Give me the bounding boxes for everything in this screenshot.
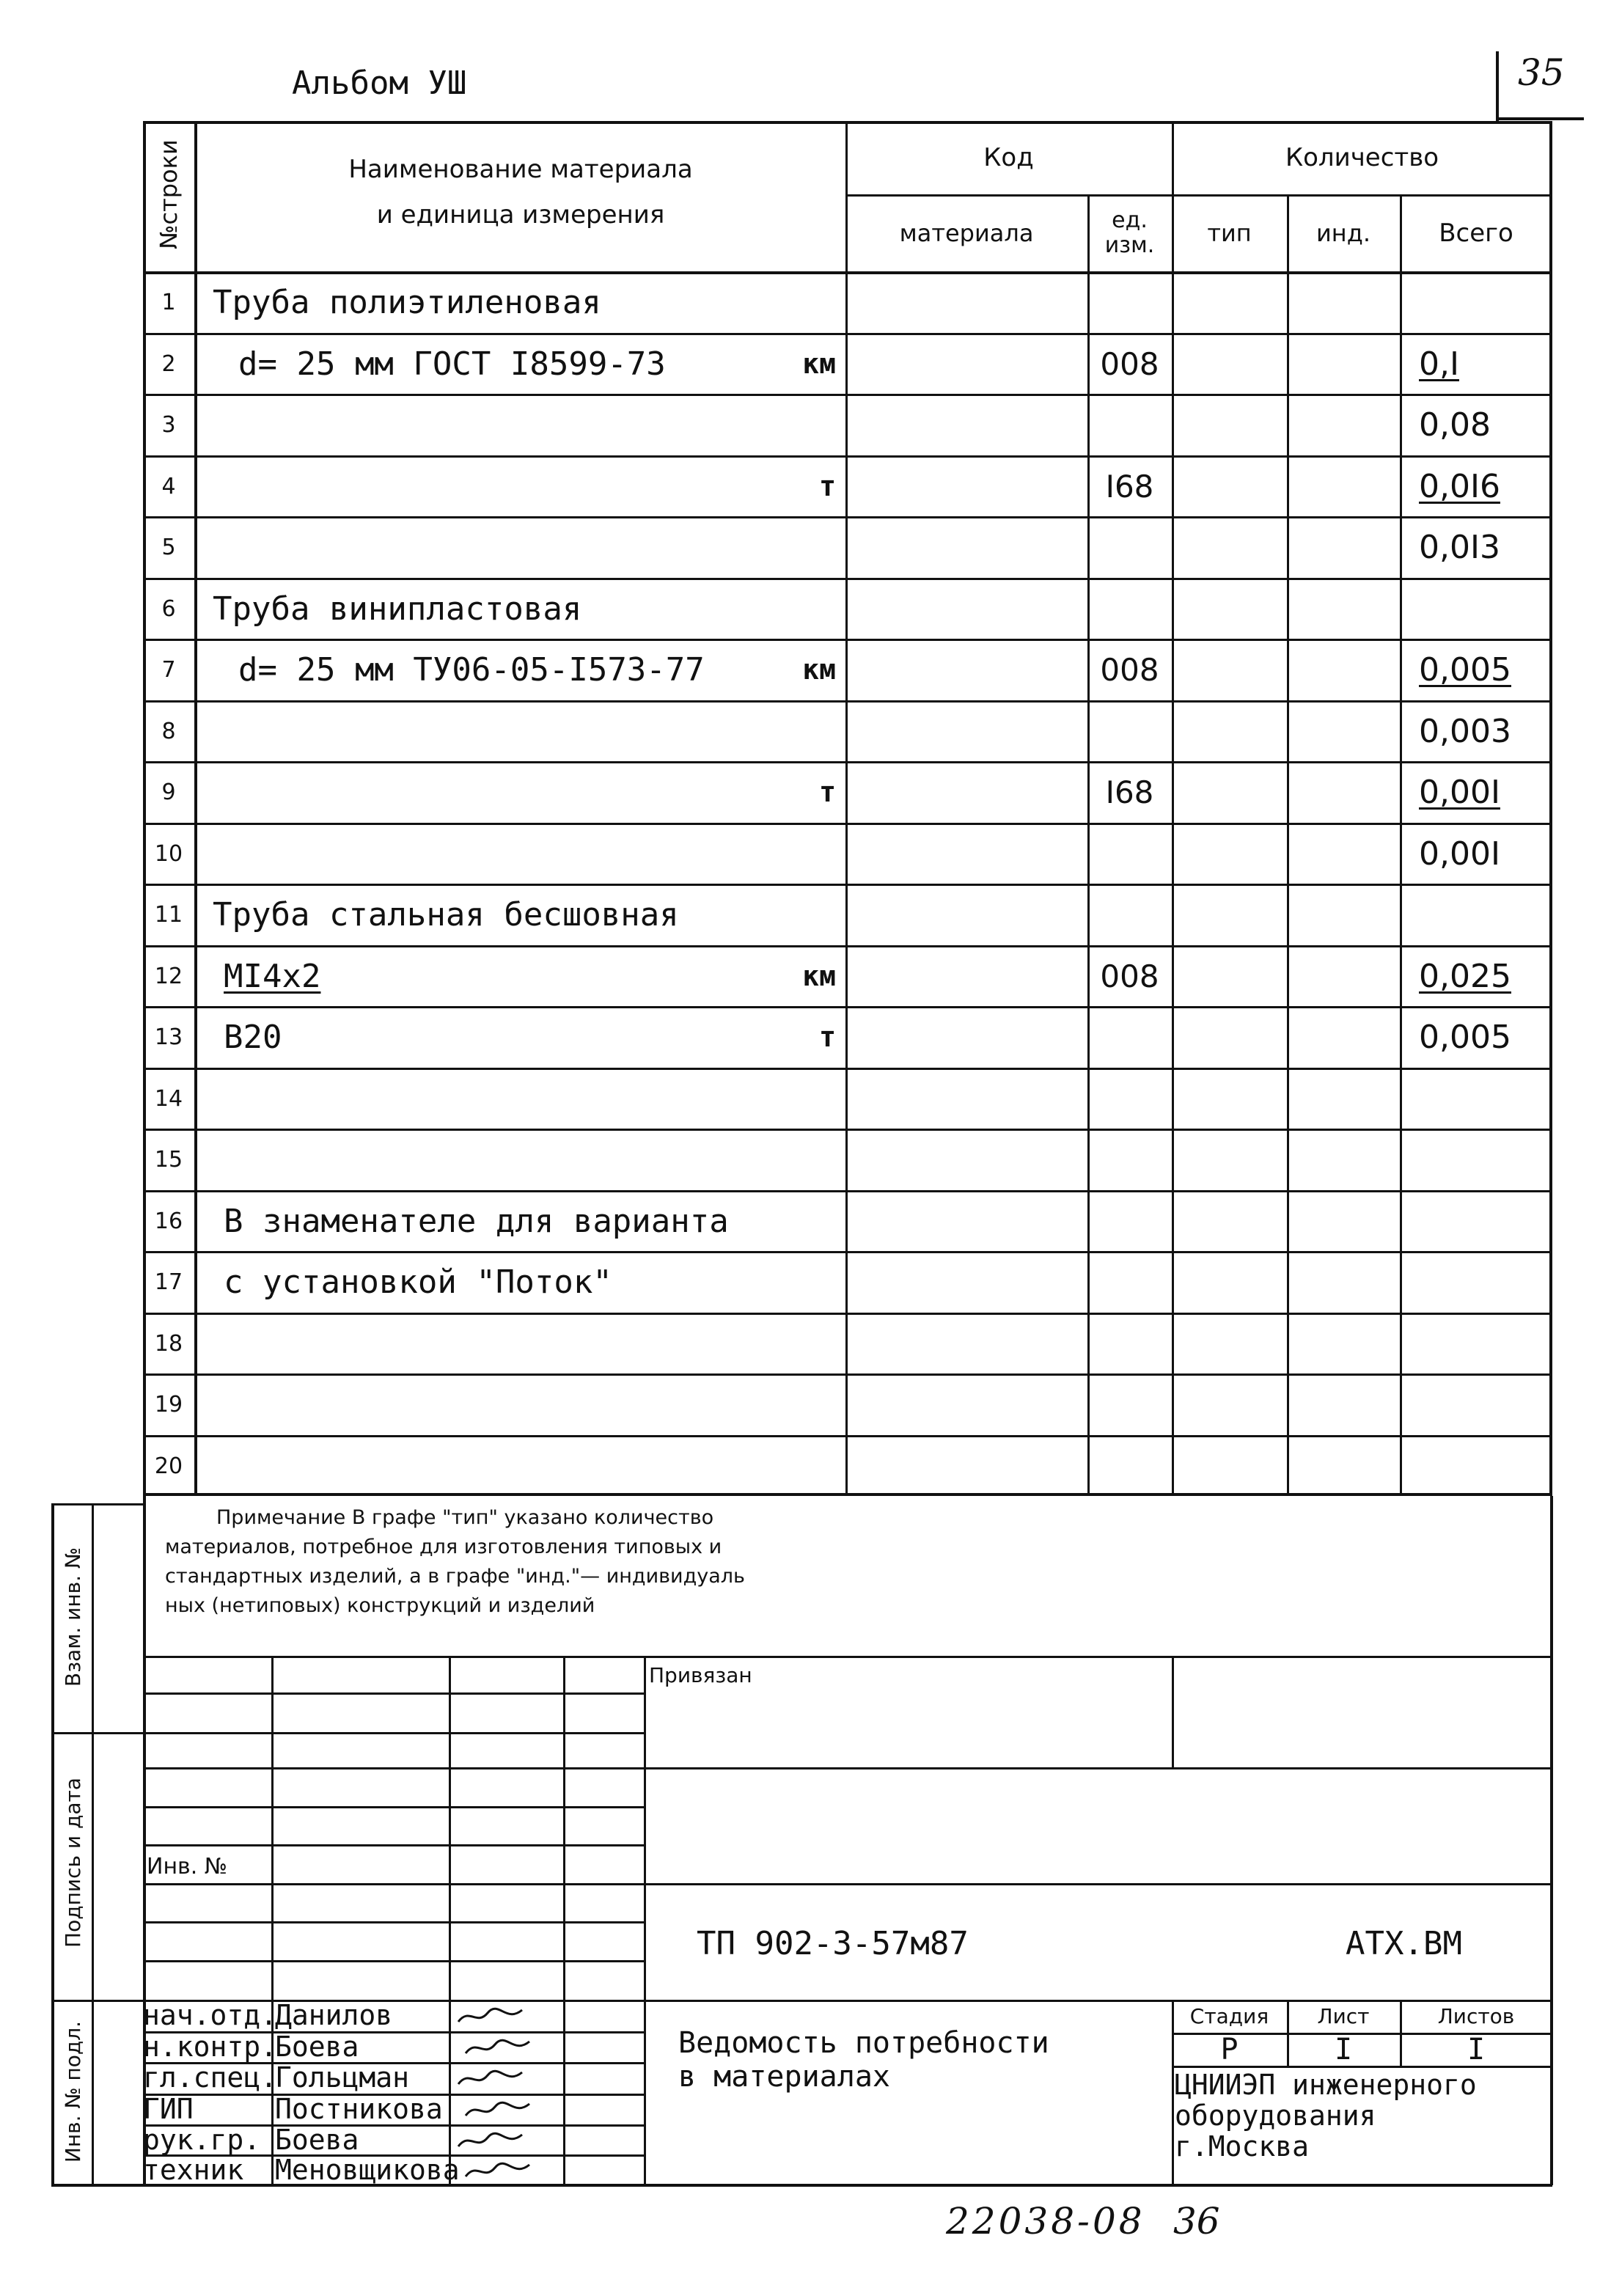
signatory-name: Постникова <box>275 2093 443 2125</box>
col-line-rowno <box>194 121 197 1496</box>
row-number: 19 <box>154 1391 183 1417</box>
stamp-privyazan-divider <box>1172 1656 1174 1767</box>
row-total: 0,005 <box>1419 650 1511 689</box>
stamp-grid-v3 <box>563 1656 565 2184</box>
row-total: 0,025 <box>1419 957 1511 995</box>
row-name: d= 25 мм ТУ06-05-I573-77 <box>238 650 705 689</box>
row-unit: т <box>819 1021 836 1053</box>
row-unit-code <box>1087 578 1172 639</box>
signatory-role: гл.спец. <box>143 2061 278 2094</box>
row-unit-code <box>1087 271 1172 333</box>
row-number: 4 <box>161 473 176 499</box>
row-number: 10 <box>154 840 183 867</box>
row-unit-code <box>1087 1313 1172 1374</box>
signatory-name: Гольцман <box>275 2061 410 2094</box>
col-code-header: Код <box>983 143 1034 172</box>
stamp-left-divider <box>644 1656 646 2184</box>
row-number: 2 <box>161 351 176 377</box>
row-number: 6 <box>161 595 176 622</box>
note-line-4: ных (нетиповых) конструкций и изделий <box>165 1594 595 1617</box>
side-label-inv-podl-text: Инв. № подл. <box>60 2020 85 2163</box>
col-qty-header: Количество <box>1285 143 1439 172</box>
signatory-name: Боева <box>275 2124 359 2156</box>
doc-code: ТП 902-3-57м87 <box>697 1925 969 1962</box>
note-line-2: материалов, потребное для изготовления типовых и <box>165 1536 722 1558</box>
row-unit <box>755 1373 836 1435</box>
col-code-unit-header: ед. изм. <box>1104 207 1155 258</box>
col-qty-ind-header: инд. <box>1315 219 1370 247</box>
row-total: 0,003 <box>1419 712 1511 750</box>
stamp-grid-v2 <box>449 1656 451 2184</box>
row-divider <box>143 1006 1552 1008</box>
row-unit-code <box>1087 1190 1172 1252</box>
col-line-code <box>1172 121 1174 1496</box>
row-unit-code <box>1087 516 1172 578</box>
stamp-grid-h4 <box>143 1806 644 1808</box>
row-divider <box>143 945 1552 947</box>
row-unit <box>755 1435 836 1497</box>
row-divider <box>143 455 1552 458</box>
col-line-name <box>845 121 848 1496</box>
row-unit-code: 008 <box>1100 345 1159 382</box>
row-unit: т <box>819 776 836 808</box>
side-label-inv-podl <box>55 2002 90 2182</box>
row-divider <box>143 700 1552 703</box>
row-number: 8 <box>161 718 176 744</box>
signatory-role: рук.гр. <box>143 2124 261 2156</box>
signature-icon <box>462 2095 535 2124</box>
stage-value: Р <box>1220 2032 1238 2066</box>
row-number: 5 <box>161 534 176 560</box>
row-number: 13 <box>154 1024 183 1050</box>
stamp-grid-h2 <box>143 1732 644 1734</box>
signatory-name: Данилов <box>275 1999 393 2031</box>
note-line-3: стандартных изделий, а в графе "инд."— индивидуаль <box>165 1565 745 1588</box>
row-number: 12 <box>154 963 183 989</box>
row-number: 15 <box>154 1146 183 1173</box>
side-strip-top <box>51 1503 143 1505</box>
row-divider <box>143 516 1552 518</box>
row-unit <box>755 1251 836 1313</box>
organization: ЦНИИЭП инженерного оборудования г.Москва <box>1175 2069 1477 2163</box>
row-unit <box>755 823 836 884</box>
sheets-label: Листов <box>1437 2004 1515 2028</box>
row-unit-code <box>1087 1435 1172 1497</box>
stage-label: Стадия <box>1189 2004 1269 2028</box>
row-name: В знаменателе для варианта <box>224 1202 729 1240</box>
row-unit: км <box>802 653 836 686</box>
col-line-ind <box>1400 194 1402 1496</box>
row-total: 0,08 <box>1419 406 1491 444</box>
stamp-grid-h7 <box>143 1921 644 1923</box>
row-divider <box>143 823 1552 825</box>
col-code-material-header: материала <box>899 219 1034 247</box>
signatory-role: техник <box>143 2154 244 2186</box>
row-total: 0,00I <box>1419 773 1500 811</box>
row-unit <box>755 1313 836 1374</box>
side-label-podpis <box>55 1731 90 1995</box>
signature-icon <box>455 2001 528 2031</box>
side-label-vzam <box>55 1507 90 1727</box>
sheet-label: Лист <box>1317 2004 1370 2028</box>
row-unit: км <box>802 348 836 380</box>
stamp-grid-h1 <box>143 1692 644 1695</box>
stamp-grid-h8 <box>143 1960 644 1962</box>
row-total: 0,I <box>1419 345 1459 383</box>
note <box>165 1503 1265 1621</box>
header-line <box>1496 117 1584 120</box>
stamp-top <box>143 1656 1552 1658</box>
row-unit <box>755 271 836 333</box>
col-row-number-header <box>147 121 191 268</box>
row-unit <box>755 578 836 639</box>
row-name: с установкой "Поток" <box>224 1263 612 1301</box>
row-divider <box>143 1373 1552 1376</box>
row-unit <box>755 394 836 455</box>
signature-icon <box>455 2126 528 2155</box>
signatory-name: Меновщикова <box>275 2154 460 2186</box>
stamp-code-top <box>644 1883 1552 1885</box>
row-unit <box>755 700 836 762</box>
row-unit <box>755 884 836 945</box>
row-number: 18 <box>154 1330 183 1357</box>
inv-no-label: Инв. № <box>147 1854 228 1879</box>
row-unit-code: 008 <box>1100 958 1159 994</box>
row-number: 3 <box>161 411 176 438</box>
footer-page: 36 <box>1173 2200 1220 2242</box>
header-divider <box>1496 51 1499 121</box>
row-total: 0,0I6 <box>1419 467 1500 505</box>
row-unit-code <box>1087 884 1172 945</box>
row-divider <box>143 1435 1552 1437</box>
col-qty-type-header: тип <box>1207 219 1252 247</box>
row-total: 0,00I <box>1419 835 1500 873</box>
doc-title: Ведомость потребности в материалах <box>678 2026 1049 2094</box>
row-name: В20 <box>224 1018 282 1056</box>
stamp-grid-h6 <box>143 1883 644 1885</box>
row-number: 7 <box>161 656 176 683</box>
row-number: 14 <box>154 1085 183 1112</box>
side-label-podpis-text: Подпись и дата <box>60 1778 85 1948</box>
stamp-right <box>1550 1496 1553 2185</box>
row-divider <box>143 761 1552 763</box>
stamp-grid-h5 <box>143 1844 644 1846</box>
page-number: 35 <box>1518 51 1565 94</box>
row-unit-code <box>1087 1251 1172 1313</box>
signature-icon <box>462 2156 535 2185</box>
row-divider <box>143 1129 1552 1131</box>
doc-mark: АТХ.ВМ <box>1346 1925 1462 1962</box>
row-number: 9 <box>161 779 176 805</box>
row-name: d= 25 мм ГОСТ I8599-73 <box>238 345 666 383</box>
row-unit <box>755 1190 836 1252</box>
side-strip-outer <box>51 1503 54 2185</box>
row-number: 17 <box>154 1269 183 1295</box>
signatory-role: нач.отд. <box>143 1999 278 2031</box>
row-number: 20 <box>154 1453 183 1479</box>
col-line-type <box>1287 194 1289 1496</box>
row-unit-code <box>1087 823 1172 884</box>
signatory-role: н.контр. <box>143 2031 278 2063</box>
row-unit-code <box>1087 1373 1172 1435</box>
sheets-value: I <box>1467 2032 1486 2066</box>
row-unit <box>755 1129 836 1190</box>
signatory-role: ГИП <box>143 2093 194 2125</box>
footer-number: 22038-08 <box>946 2200 1145 2242</box>
note-line-1: Примечание В графе "тип" указано количество <box>216 1506 714 1529</box>
row-unit: т <box>819 470 836 502</box>
row-number: 11 <box>154 901 183 928</box>
row-number: 1 <box>161 289 176 315</box>
row-unit: км <box>802 960 836 992</box>
row-unit-code: I68 <box>1105 774 1154 810</box>
row-unit <box>755 516 836 578</box>
row-name: МI4х2 <box>224 957 321 995</box>
row-total: 0,005 <box>1419 1018 1511 1056</box>
side-label-vzam-text: Взам. инв. № <box>60 1547 85 1687</box>
row-unit <box>755 1068 836 1129</box>
row-name: Труба винипластовая <box>213 590 582 628</box>
signatory-name: Боева <box>275 2031 359 2063</box>
col-row-number-label: №строки <box>155 139 183 249</box>
row-total: 0,0I3 <box>1419 528 1500 566</box>
row-name: Труба стальная бесшовная <box>213 895 679 934</box>
privyazan-label: Привязан <box>649 1663 752 1687</box>
signature-icon <box>462 2033 535 2062</box>
col-name-header: Наименование материала и единица измерения <box>348 155 693 230</box>
signature-icon <box>455 2064 528 2093</box>
row-divider <box>143 394 1552 396</box>
row-divider <box>143 1068 1552 1070</box>
row-unit-code <box>1087 700 1172 762</box>
row-unit-code <box>1087 1129 1172 1190</box>
col-qty-total-header: Всего <box>1439 218 1513 248</box>
row-unit-code: I68 <box>1105 468 1154 505</box>
row-unit-code <box>1087 1068 1172 1129</box>
row-number: 16 <box>154 1208 183 1234</box>
stamp-privyazan-bottom <box>644 1767 1552 1769</box>
stamp-grid-v1 <box>271 1656 274 2184</box>
row-divider <box>143 1313 1552 1315</box>
stamp-grid-h3 <box>143 1767 644 1769</box>
side-strip-inner <box>92 1503 94 2185</box>
row-unit-code <box>1087 1006 1172 1068</box>
row-unit-code: 008 <box>1100 651 1159 688</box>
row-name: Труба полиэтиленовая <box>213 283 601 321</box>
sheet-value: I <box>1334 2032 1353 2066</box>
row-unit-code <box>1087 394 1172 455</box>
album-title: Альбом УШ <box>292 65 467 102</box>
